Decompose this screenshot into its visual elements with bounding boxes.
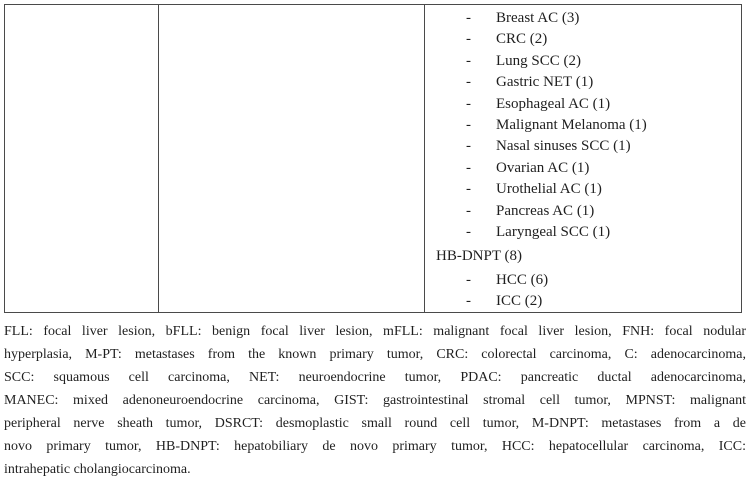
dash-bullet: -	[466, 202, 471, 219]
list-item-label: Lung SCC (2)	[496, 52, 582, 69]
dash-bullet: -	[466, 224, 471, 241]
list-item	[436, 94, 737, 115]
list-item-label: HCC (6)	[496, 271, 549, 288]
dash-bullet: -	[466, 181, 471, 198]
dash-bullet: -	[466, 74, 471, 91]
list-item-label: Ovarian AC (1)	[496, 159, 590, 176]
list-item	[436, 158, 737, 179]
list-item	[436, 51, 737, 72]
dash-bullet: -	[466, 52, 471, 69]
list-item-label: Laryngeal SCC (1)	[496, 224, 611, 241]
dash-bullet: -	[466, 159, 471, 176]
dash-bullet: -	[466, 271, 471, 288]
footnote-line: FLL: focal liver lesion, bFLL: benign focal liver lesion, mFLL: malignant focal liver lesion, FNH: focal nodular	[4, 324, 746, 339]
group-label-hb-dnpt: HB-DNPT (8)	[436, 248, 522, 265]
footnote-line: peripheral nerve sheath tumor, DSRCT: desmoplastic small round cell tumor, M-DNPT: metastases from a de	[4, 416, 746, 431]
list-item-label: Breast AC (3)	[496, 10, 580, 26]
list-item	[436, 179, 737, 200]
footnote-line: intrahepatic cholangiocarcinoma.	[4, 462, 191, 477]
list-item-label: CRC (2)	[496, 31, 548, 48]
dash-bullet: -	[466, 10, 471, 26]
list-item	[436, 72, 737, 93]
list-item-label: Urothelial AC (1)	[496, 181, 602, 198]
list-item	[436, 8, 737, 29]
table-cell-left	[5, 5, 159, 312]
list-item	[436, 136, 737, 157]
list-item-label: Nasal sinuses SCC (1)	[496, 138, 631, 155]
dash-bullet: -	[466, 138, 471, 155]
list-item-label: ICC (2)	[496, 293, 543, 310]
table-cell-tumor-list	[425, 5, 741, 312]
list-item-label: Pancreas AC (1)	[496, 202, 595, 219]
tumor-types-table	[4, 4, 742, 313]
footnote-line: MANEC: mixed adenoneuroendocrine carcinoma, GIST: gastrointestinal stromal cell tumor, MPNST: malignant	[4, 393, 746, 408]
footnote-line: novo primary tumor, HB-DNPT: hepatobiliary de novo primary tumor, HCC: hepatocellular carcinoma, ICC:	[4, 439, 746, 454]
dash-bullet: -	[466, 293, 471, 310]
list-item-label: Gastric NET (1)	[496, 74, 594, 91]
list-item	[436, 291, 737, 312]
dash-bullet: -	[466, 117, 471, 134]
list-item-label: Malignant Melanoma (1)	[496, 117, 647, 134]
list-item	[436, 29, 737, 50]
list-item	[436, 115, 737, 136]
dash-bullet: -	[466, 31, 471, 48]
list-item-label: Esophageal AC (1)	[496, 95, 611, 112]
table-cell-middle	[159, 5, 425, 312]
list-item	[436, 270, 737, 291]
list-item	[436, 222, 737, 243]
footnote-line: SCC: squamous cell carcinoma, NET: neuroendocrine tumor, PDAC: pancreatic ductal adenocarcinoma,	[4, 370, 746, 385]
abbreviations-footnote	[4, 320, 746, 481]
dash-bullet: -	[466, 95, 471, 112]
footnote-line: hyperplasia, M-PT: metastases from the known primary tumor, CRC: colorectal carcinoma, C: adenocarcinoma,	[4, 347, 746, 362]
list-item	[436, 201, 737, 222]
